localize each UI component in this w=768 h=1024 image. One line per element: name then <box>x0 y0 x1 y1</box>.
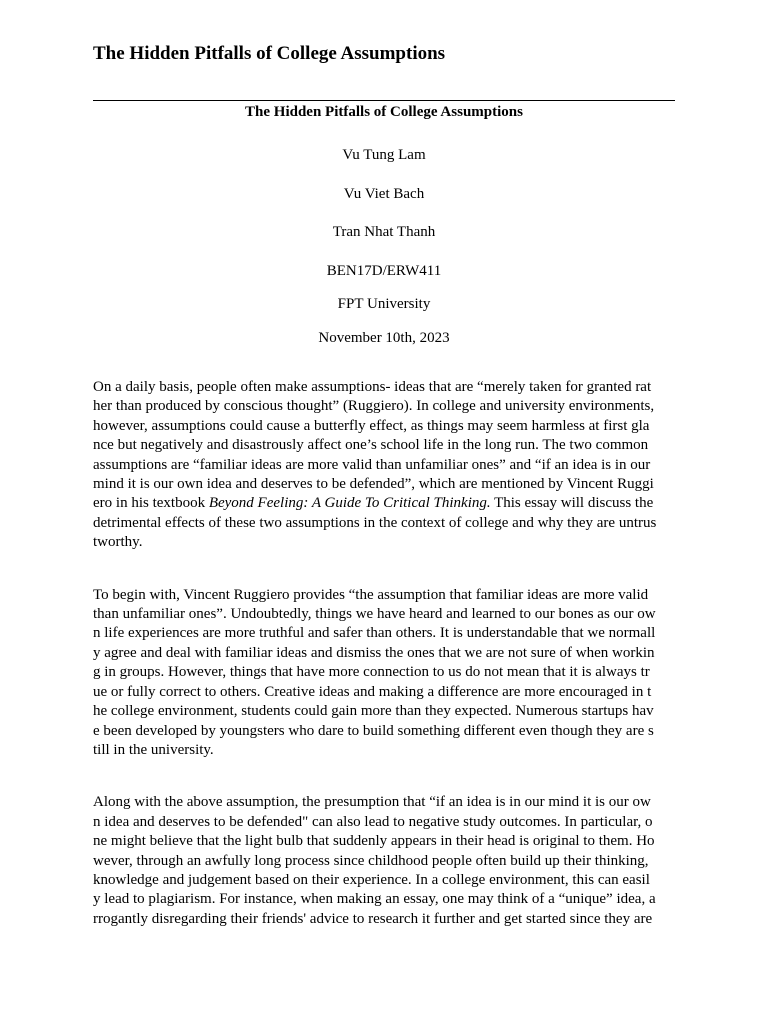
paragraph-line: e been developed by youngsters who dare to build something different even though they are s <box>93 722 654 739</box>
paragraph-line: ne might believe that the light bulb that suddenly appears in their head is original to them. Ho <box>93 833 655 850</box>
paragraph-line <box>93 494 675 513</box>
paragraph-line: y lead to plagiarism. For instance, when making an essay, one may think of a “unique” idea, a <box>93 891 656 908</box>
body-paragraph <box>93 793 675 929</box>
body-paragraph <box>93 586 675 761</box>
course-code: BEN17D/ERW411 <box>326 263 442 279</box>
paragraph-line: g in groups. However, things that have more connection to us do not mean that it is always tr <box>93 664 650 681</box>
paragraph-line: tworthy. <box>93 534 143 551</box>
paragraph-line: rrogantly disregarding their friends' advice to research it further and get started since they are <box>93 910 653 927</box>
author-name: Vu Tung Lam <box>342 147 426 163</box>
paragraph-line: n life experiences are more truthful and safer than others. It is understandable that we normall <box>93 625 656 642</box>
paragraph-line: On a daily basis, people often make assumptions- ideas that are “merely taken for granted rat <box>93 379 652 395</box>
document-date: November 10th, 2023 <box>318 330 450 346</box>
paragraph-line: however, assumptions could cause a butterfly effect, as things may seem harmless at first gla <box>93 417 650 434</box>
paragraph-line: detrimental effects of these two assumptions in the context of college and why they are untrus <box>93 514 657 531</box>
paragraph-line: mind it is our own idea and deserves to be defended”, which are mentioned by Vincent Ruggi <box>93 476 654 493</box>
paragraph-line: assumptions are “familiar ideas are more valid than unfamiliar ones” and “if an idea is in our <box>93 456 651 473</box>
paragraph-line: To begin with, Vincent Ruggiero provides “the assumption that familiar ideas are more valid <box>93 586 649 603</box>
book-title: Beyond Feeling: A Guide To Critical Thinking. <box>208 495 491 512</box>
paragraph-line: her than produced by conscious thought” (Ruggiero). In college and university environments, <box>93 398 655 415</box>
paragraph-line: Along with the above assumption, the presumption that “if an idea is in our mind it is our ow <box>93 794 651 811</box>
paragraph-line: y agree and deal with familiar ideas and dismiss the ones that we are not sure of when workin <box>93 644 655 661</box>
essay-body <box>93 378 675 929</box>
paragraph-line: wever, through an awfully long process since childhood people often build up their thinking, <box>93 852 649 869</box>
paragraph-line: nce but negatively and disastrously affect one’s school life in the long run. The two common <box>93 437 649 454</box>
running-header-title: The Hidden Pitfalls of College Assumptions <box>93 43 446 64</box>
paragraph-line: n idea and deserves to be defended" can also lead to negative study outcomes. In particular, o <box>93 813 653 830</box>
paragraph-line: till in the university. <box>93 741 214 758</box>
paragraph-line: he college environment, students could gain more than they expected. Numerous startups hav <box>93 703 654 720</box>
paragraph-line: ue or fully correct to others. Creative ideas and making a difference are more encouraged in t <box>93 683 652 700</box>
title-block <box>93 0 675 360</box>
paragraph-line: than unfamiliar ones”. Undoubtedly, things we have heard and learned to our bones as our ow <box>93 606 656 623</box>
body-paragraph <box>93 378 675 553</box>
line-text: This essay will discuss the <box>490 495 654 512</box>
author-name: Tran Nhat Thanh <box>332 224 436 240</box>
university-name: FPT University <box>337 296 431 312</box>
line-text: ero in his textbook <box>93 495 209 512</box>
document-title: The Hidden Pitfalls of College Assumptions <box>245 104 523 120</box>
author-name: Vu Viet Bach <box>343 186 425 202</box>
paragraph-line: knowledge and judgement based on their experience. In a college environment, this can easil <box>93 871 650 888</box>
